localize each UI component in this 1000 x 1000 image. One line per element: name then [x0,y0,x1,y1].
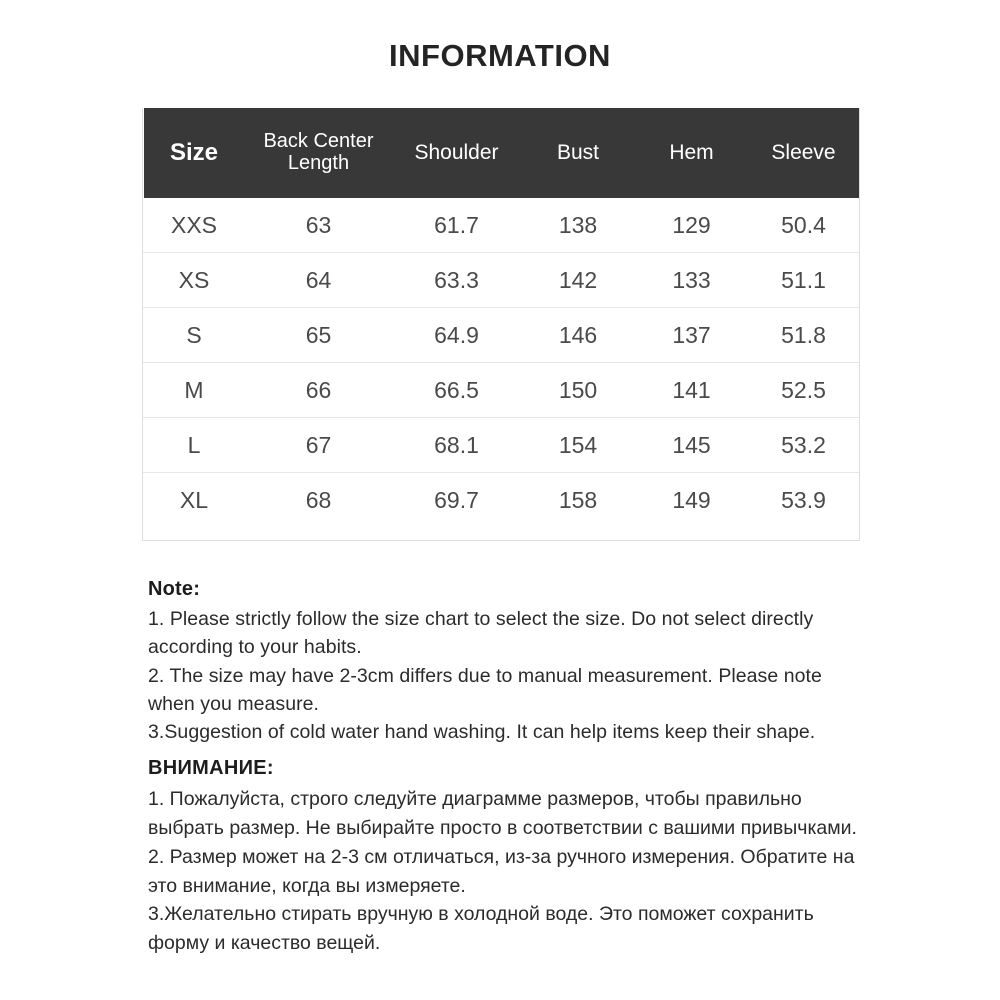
cell-sleeve: 52.5 [748,363,860,418]
table-row [144,473,860,528]
cell-shoulder: 66.5 [393,363,521,418]
cell-sleeve: 53.9 [748,473,860,528]
table-row [144,253,860,308]
cell-shoulder: 63.3 [393,253,521,308]
cell-hem: 141 [636,363,748,418]
cell-hem: 149 [636,473,748,528]
table-row [144,308,860,363]
table-header [144,108,860,198]
cell-size: XS [144,253,245,308]
cell-shoulder: 68.1 [393,418,521,473]
cell-back-center-length: 66 [245,363,393,418]
cell-bust: 154 [521,418,636,473]
cell-bust: 158 [521,473,636,528]
notes-russian-line-3: 3.Желательно стирать вручную в холодной воде. Это поможет сохранить форму и качество вещей. [148,903,814,955]
cell-back-center-length: 64 [245,253,393,308]
page-title: INFORMATION [389,38,611,73]
column-header-back-center-length-line1: Back Center [263,130,374,153]
cell-size: XL [144,473,245,528]
table-row [144,418,860,473]
cell-back-center-length: 65 [245,308,393,363]
notes-russian-line-2: 2. Размер может на 2-3 см отличаться, из-за ручного измерения. Обратите на это внимание, когда вы измеряете. [148,845,855,897]
cell-shoulder: 69.7 [393,473,521,528]
column-header-back-center-length-line2: Length [287,152,350,174]
cell-size: XXS [144,198,245,253]
cell-hem: 137 [636,308,748,363]
column-header-back-center-length [245,108,393,198]
cell-bust: 142 [521,253,636,308]
notes-english-line-2: 2. The size may have 2-3cm differs due to manual measurement. Please note when you measure. [148,664,822,715]
notes-russian-heading: ВНИМАНИЕ: [148,757,274,779]
table-left-border [142,108,143,540]
table-right-border [859,108,860,540]
notes-english-heading: Note: [148,578,201,600]
notes-english-line-1: 1. Please strictly follow the size chart to select the size. Do not select directly according to your habits. [148,608,814,659]
notes-russian [148,754,860,958]
column-header-size: Size [169,139,219,167]
table-bottom-border [142,540,860,541]
cell-hem: 145 [636,418,748,473]
column-header-shoulder: Shoulder [414,140,499,164]
cell-size: S [144,308,245,363]
table-header-row [144,108,860,198]
cell-sleeve: 51.8 [748,308,860,363]
cell-bust: 138 [521,198,636,253]
size-chart-table [143,108,860,527]
table-row [144,363,860,418]
notes-english [148,576,858,746]
column-header-hem: Hem [669,140,714,164]
cell-shoulder: 64.9 [393,308,521,363]
cell-hem: 133 [636,253,748,308]
cell-back-center-length: 63 [245,198,393,253]
cell-back-center-length: 68 [245,473,393,528]
cell-size: M [144,363,245,418]
cell-sleeve: 51.1 [748,253,860,308]
column-header-sleeve: Sleeve [771,140,836,164]
notes-russian-line-1: 1. Пожалуйста, строго следуйте диаграмме размеров, чтобы правильно выбрать размер. Не выбирайте просто в соответствии с вашими привычками. [148,788,857,839]
table-body [144,198,860,527]
cell-back-center-length: 67 [245,418,393,473]
notes-english-line-3: 3.Suggestion of cold water hand washing. It can help items keep their shape. [148,721,816,744]
size-chart-container [143,108,859,527]
cell-sleeve: 53.2 [748,418,860,473]
table-row [144,198,860,253]
cell-bust: 146 [521,308,636,363]
cell-bust: 150 [521,363,636,418]
cell-shoulder: 61.7 [393,198,521,253]
column-header-bust: Bust [556,140,600,164]
cell-size: L [144,418,245,473]
cell-sleeve: 50.4 [748,198,860,253]
cell-hem: 129 [636,198,748,253]
